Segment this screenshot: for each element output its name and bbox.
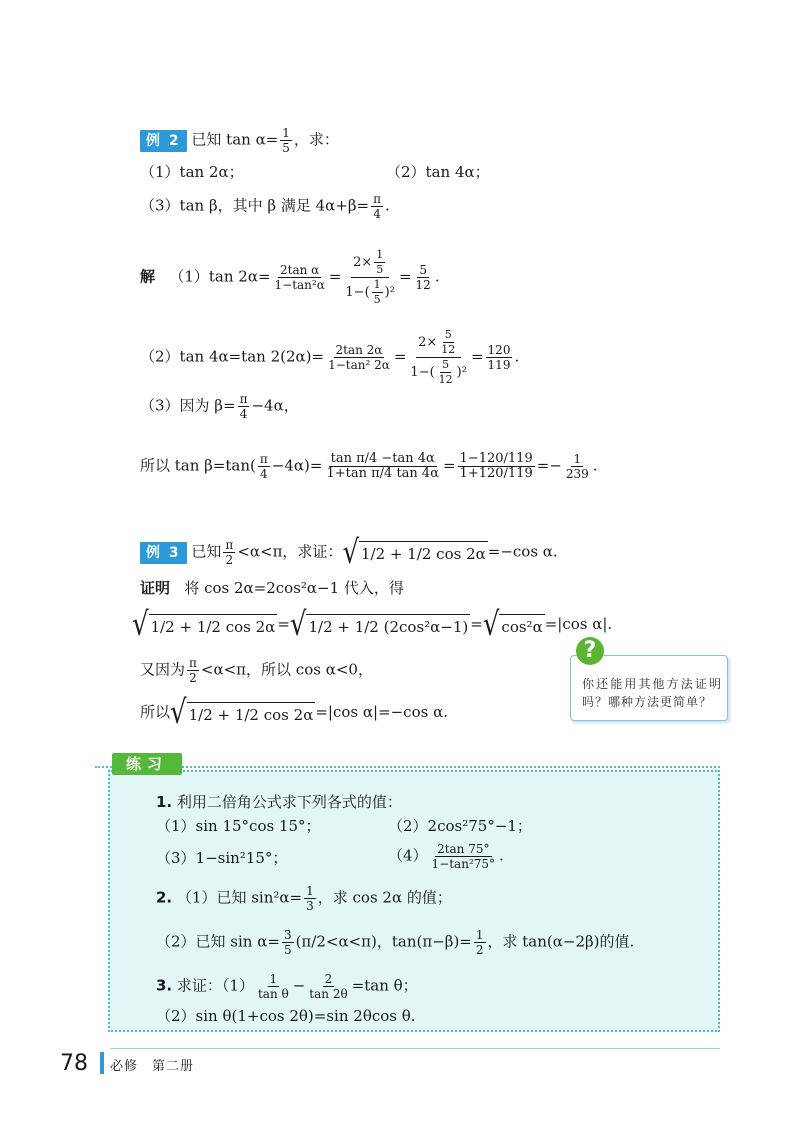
example-2-solution-3b: 所以 tan β=tan( $\frac{\pi}{4}$ −4α)= $\frac{\text{tan π/4 −tan 4α}}{\text{1+tan π/4 tan 4α}}$ = $\frac{1-120/119}{1+120/119}$ =− $\frac{1}{239}$ . [140,451,598,481]
example-2-q2: （2）tan 4α； [386,163,490,181]
footer-accent-bar [100,1052,104,1074]
practice-label: 练习 [112,753,182,775]
proof-label: 证明 [140,579,171,597]
example-2-q3: （3）tan β，其中 β 满足 4α+β= $\frac{\pi}{4}$ . [140,192,390,221]
practice-1: 1. 利用二倍角公式求下列各式的值： [156,793,402,811]
example-2-statement: 例 2 已知 tan α= $\frac{1}{5}$ ，求： [140,126,339,155]
proof-line-4: 所以 √ 1/2 + 1/2 cos 2α =|cos α|=−cos α. [140,694,448,732]
footer-rule [110,1048,720,1049]
practice-1a: （1）sin 15°cos 15°； [156,817,321,835]
practice-2a: 2. （1）已知 sin²α= $\frac{1}{3}$ ，求 cos 2α 的值； [156,884,452,913]
practice-1c: （3）1−sin²15°； [156,849,288,867]
proof-line-2: √ 1/2 + 1/2 cos 2α = √ 1/2 + 1/2 (2cos²α−1) = √ cos²α =|cos α|. [132,606,613,644]
proof-line-1: 证明 将 cos 2α=2cos²α−1 代入，得 [140,579,404,597]
practice-3b: （2）sin θ(1+cos 2θ)=sin 2θcos θ. [156,1007,416,1025]
example-3-label: 例 3 [140,542,187,564]
side-note-text: 你还能用其他方法证明吗？哪种方法更简单？ [582,677,722,709]
practice-2b: （2）已知 sin α= $\frac{3}{5}$ (π/2<α<π)，tan(π−β)= $\frac{1}{2}$ ，求 tan(α−2β)的值. [156,928,635,957]
practice-header-line [95,766,720,768]
practice-1b: （2）2cos²75°−1； [388,817,532,835]
fraction: $\frac{1}{5}$ [282,126,290,155]
example-2-label: 例 2 [140,130,187,152]
proof-line-3: 又因为 $\frac{\pi}{2}$ <α<π，所以 cos α<0， [140,656,373,685]
example-2-given: 已知 tan α= [191,130,279,149]
example-2-solution-3: （3）因为 β= $\frac{\pi}{4}$ −4α， [140,392,299,421]
page-number: 78 [60,1051,88,1076]
question-icon: ? [576,637,604,665]
example-2-solution-1: 解 （1）tan 2α= $\frac{\text{2tan α}}{\text{1−tan²α}}$ = 2× $\frac{1}{5}$ 1−( $\frac{1}{5}$ )² = $\frac{5}{12}$ . [140,248,440,306]
book-title: 必修 第二册 [110,1059,195,1074]
practice-1d: （4） $\frac{2\tan 75^\circ}{\text{1−tan²75°}}$ . [388,842,504,871]
example-3-statement: 例 3 已知 $\frac{\pi}{2}$ <α<π，求证： √ 1/2 + 1/2 cos 2α =−cos α. [140,538,558,567]
example-2-q1: （1）tan 2α； [140,163,244,181]
example-2-solution-2: （2）tan 4α=tan 2(2α)= $\frac{2\tan 2\alpha}{\text{1−tan² 2α}}$ = 2× $\frac{5}{12}$ 1−( $\frac{5}{12}$ )² = $\frac{120}{119}$ . [140,328,520,386]
solution-label: 解 [140,267,156,286]
practice-3a: 3. 求证：（1） $\frac{1}{\text{tan θ}}$ − $\frac{2}{\tan 2\theta}$ =tan θ； [156,972,418,1001]
